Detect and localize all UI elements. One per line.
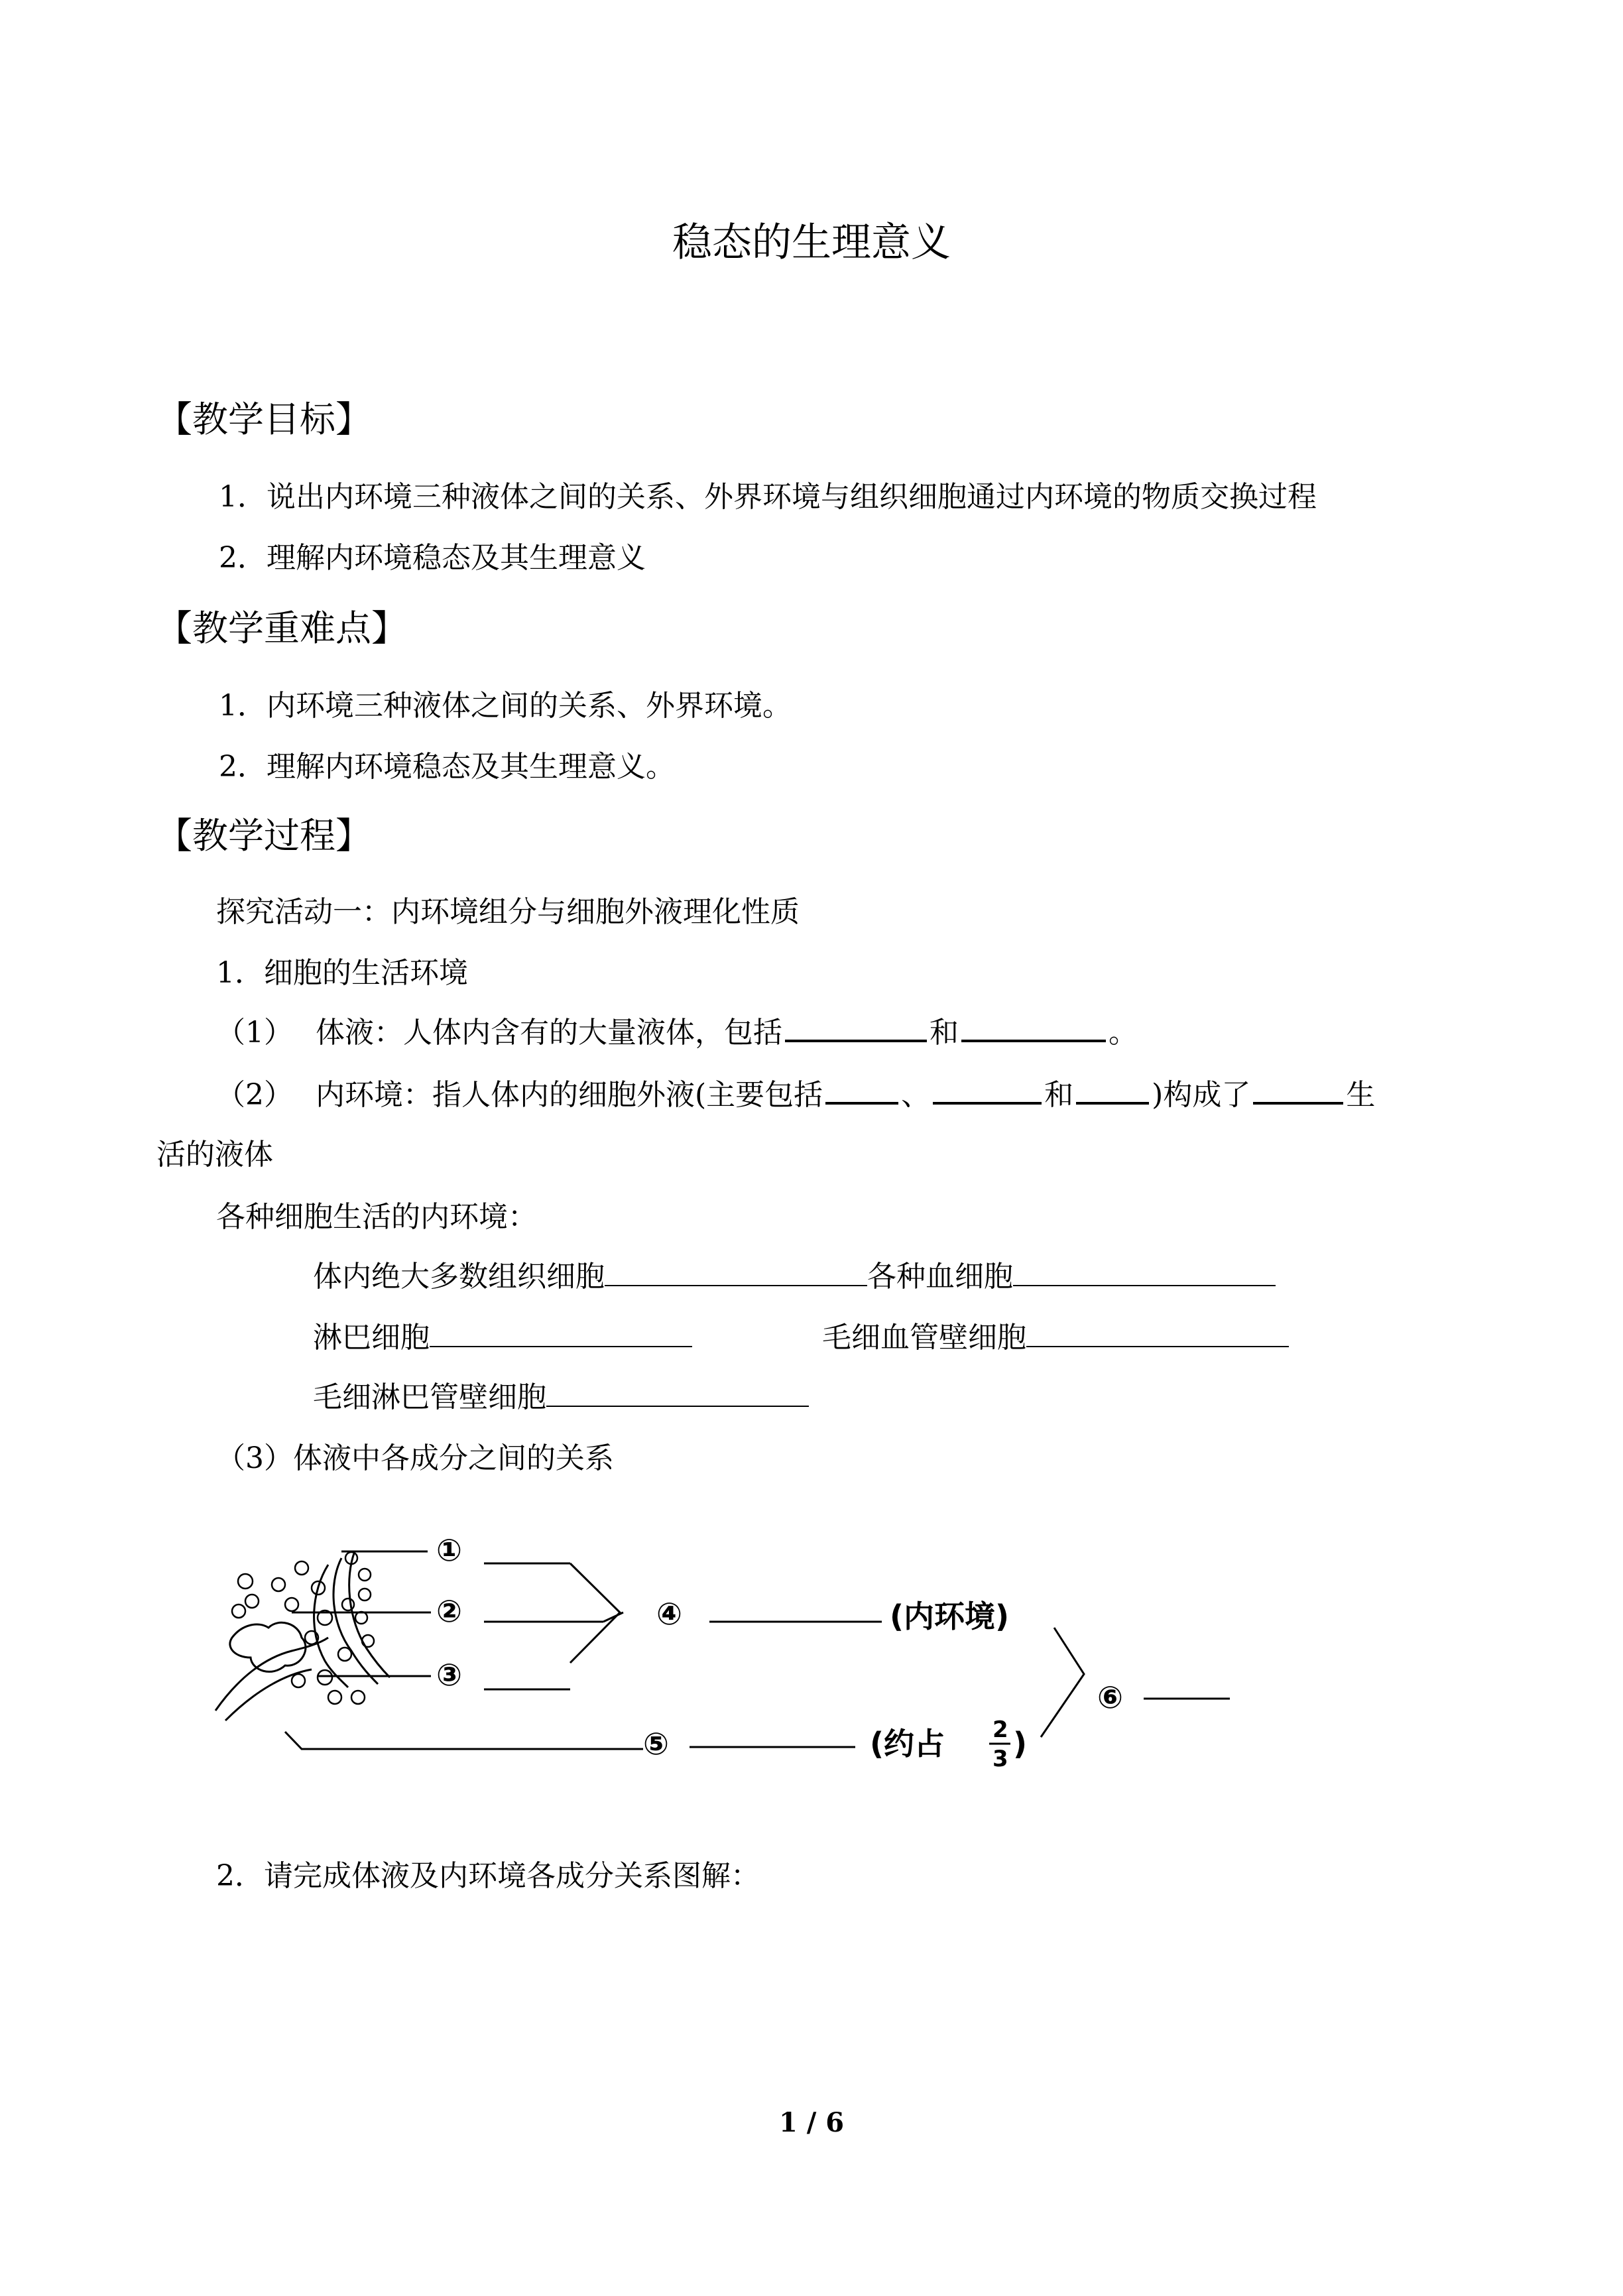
q2-blank-2[interactable]: [933, 1075, 1042, 1105]
label-inner-env: (内环境): [890, 1599, 1010, 1634]
label-n2: ②: [436, 1593, 462, 1629]
cell-capillary-label: 毛细血管壁细胞: [822, 1321, 1026, 1355]
tissue-cell: [230, 1622, 306, 1671]
q1-blank-1[interactable]: [785, 1013, 927, 1042]
cell-lymph: [313, 1318, 692, 1358]
q2-tail: 生: [1346, 1078, 1376, 1112]
base-line: [285, 1732, 643, 1749]
cell-capillary: [822, 1318, 1289, 1358]
leader-lines: [292, 1551, 1230, 1747]
cell-tissue-label: 体内绝大多数组织细胞: [313, 1260, 605, 1294]
q1-blank-2[interactable]: [961, 1013, 1106, 1042]
fraction-denominator: 3: [992, 1746, 1008, 1772]
question-2: [216, 1075, 1375, 1115]
q1-number: （1）: [216, 1016, 293, 1050]
activity-title: 探究活动一：内环境组分与细胞外液理化性质: [216, 895, 800, 929]
question-1: [216, 1013, 1138, 1053]
goal-item-2: 2．理解内环境稳态及其生理意义: [219, 541, 646, 575]
fraction-numerator: 2: [992, 1717, 1008, 1743]
q2-sep-2: 和: [1044, 1078, 1074, 1112]
q1-text-b: 和: [930, 1016, 959, 1050]
q2-text-b: )构成了: [1152, 1078, 1251, 1112]
q2-blank-3[interactable]: [1076, 1075, 1149, 1105]
cell-dots: [232, 1552, 374, 1704]
keypoint-item-2: 2．理解内环境稳态及其生理意义。: [219, 750, 675, 784]
page-number: 1 / 6: [778, 2107, 845, 2138]
q2-blank-1[interactable]: [825, 1075, 898, 1105]
q2-sep-1: 、: [901, 1078, 931, 1112]
q2-number: （2）: [216, 1078, 293, 1112]
cell-tissue-blank[interactable]: [605, 1258, 867, 1286]
q1-text-a: 体液：人体内含有的大量液体，包括: [316, 1016, 782, 1050]
keypoint-item-1: 1．内环境三种液体之间的关系、外界环境。: [219, 689, 792, 723]
cell-blood-blank[interactable]: [1013, 1258, 1276, 1286]
tissue-illustration: [215, 1551, 643, 1749]
keypoints-heading: 【教学重难点】: [156, 607, 407, 649]
cell-lymph-capillary-blank[interactable]: [546, 1379, 809, 1407]
label-approx-close: ): [1013, 1726, 1028, 1762]
label-n5: ⑤: [643, 1726, 669, 1762]
label-n4: ④: [656, 1596, 682, 1632]
q2-blank-4[interactable]: [1253, 1075, 1343, 1105]
cell-lymph-capillary-label: 毛细淋巴管壁细胞: [313, 1380, 546, 1414]
cell-lymph-capillary: [313, 1378, 809, 1418]
process-heading: 【教学过程】: [156, 815, 371, 857]
cell-capillary-blank[interactable]: [1026, 1319, 1289, 1347]
goals-heading: 【教学目标】: [156, 398, 371, 440]
q1-text-c: 。: [1109, 1016, 1138, 1050]
cell-row-1: [313, 1257, 1276, 1297]
vessel-wall-3: [314, 1565, 348, 1687]
cells-intro: 各种细胞生活的内环境：: [216, 1200, 537, 1234]
body-fluid-diagram: [192, 1518, 1266, 1783]
cell-blood-label: 各种血细胞: [867, 1260, 1013, 1294]
lymph-wall-1: [215, 1638, 328, 1711]
lymph-wall-2: [225, 1669, 312, 1721]
cell-lymph-label: 淋巴细胞: [313, 1321, 430, 1355]
label-n3: ③: [436, 1657, 462, 1693]
subsection-1: 1．细胞的生活环境: [216, 956, 468, 990]
label-n1: ①: [436, 1532, 462, 1568]
q2-continuation: 活的液体: [156, 1138, 273, 1172]
label-n6: ⑥: [1097, 1679, 1123, 1715]
goal-item-1: 1．说出内环境三种液体之间的关系、外界环境与组织细胞通过内环境的物质交换过程: [219, 480, 1317, 514]
q2-text-a: 内环境：指人体内的细胞外液(主要包括: [316, 1078, 823, 1112]
cell-lymph-blank[interactable]: [430, 1319, 692, 1347]
subsection-2: 2．请完成体液及内环境各成分关系图解：: [216, 1859, 760, 1893]
question-3: （3）体液中各成分之间的关系: [216, 1441, 614, 1475]
page-title: 稳态的生理意义: [672, 219, 951, 266]
label-approx: (约占: [870, 1726, 945, 1762]
